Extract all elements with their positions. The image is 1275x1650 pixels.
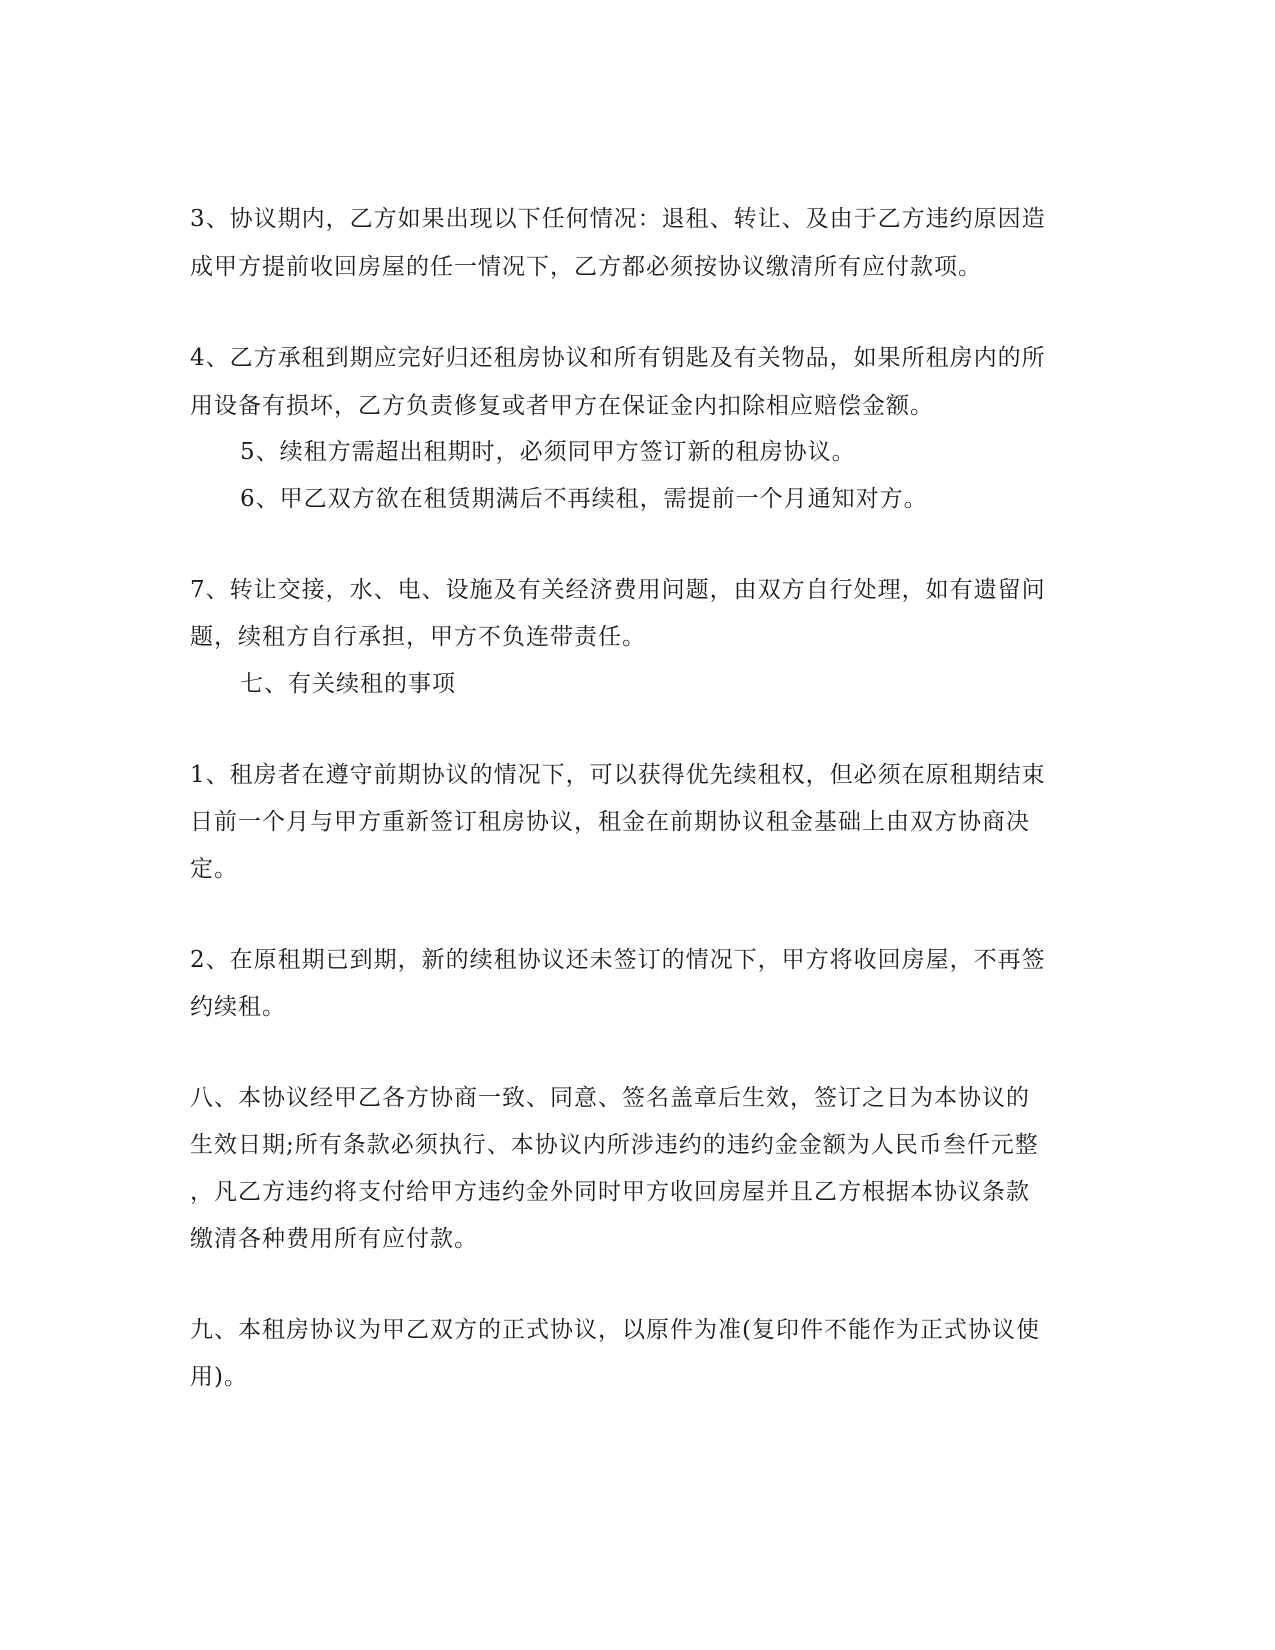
section-9-line-1: 九、本租房协议为甲乙双方的正式协议，以原件为准(复印件不能作为正式协议使 xyxy=(190,1317,1040,1343)
renewal-clause-2-line-1: 2、在原租期已到期，新的续租协议还未签订的情况下，甲方将收回房屋，不再签 xyxy=(190,947,1046,973)
section-8-line-3: ，凡乙方违约将支付给甲方违约金外同时甲方收回房屋并且乙方根据本协议条款 xyxy=(190,1179,1030,1205)
clause-7-line-2: 题，续租方自行承担，甲方不负连带责任。 xyxy=(190,624,646,650)
clause-4-line-2: 用设备有损坏，乙方负责修复或者甲方在保证金内扣除相应赔偿金额。 xyxy=(190,393,934,419)
clause-3-line-1: 3、协议期内，乙方如果出现以下任何情况：退租、转让、及由于乙方违约原因造 xyxy=(190,206,1046,232)
renewal-clause-1-line-3: 定。 xyxy=(190,856,238,882)
renewal-clause-2-line-2: 约续租。 xyxy=(190,994,286,1020)
section-9-line-2: 用)。 xyxy=(190,1364,248,1390)
renewal-clause-1-line-2: 日前一个月与甲方重新签订租房协议，租金在前期协议租金基础上由双方协商决 xyxy=(190,809,1030,835)
clause-6: 6、甲乙双方欲在租赁期满后不再续租，需提前一个月通知对方。 xyxy=(240,486,928,512)
section-8-line-2: 生效日期;所有条款必须执行、本协议内所涉违约的违约金金额为人民币叁仟元整 xyxy=(190,1132,1039,1158)
clause-7-line-1: 7、转让交接，水、电、设施及有关经济费用问题，由双方自行处理，如有遗留问 xyxy=(190,577,1046,603)
renewal-clause-1-line-1: 1、租房者在遵守前期协议的情况下，可以获得优先续租权，但必须在原租期结束 xyxy=(190,762,1046,788)
clause-3-line-2: 成甲方提前收回房屋的任一情况下，乙方都必须按协议缴清所有应付款项。 xyxy=(190,254,982,280)
section-7-heading: 七、有关续租的事项 xyxy=(240,671,456,697)
clause-4-line-1: 4、乙方承租到期应完好归还租房协议和所有钥匙及有关物品，如果所租房内的所 xyxy=(190,345,1046,371)
section-8-line-1: 八、本协议经甲乙各方协商一致、同意、签名盖章后生效，签订之日为本协议的 xyxy=(190,1085,1030,1111)
section-8-line-4: 缴清各种费用所有应付款。 xyxy=(190,1226,478,1252)
clause-5: 5、续租方需超出租期时，必须同甲方签订新的租房协议。 xyxy=(240,439,856,465)
